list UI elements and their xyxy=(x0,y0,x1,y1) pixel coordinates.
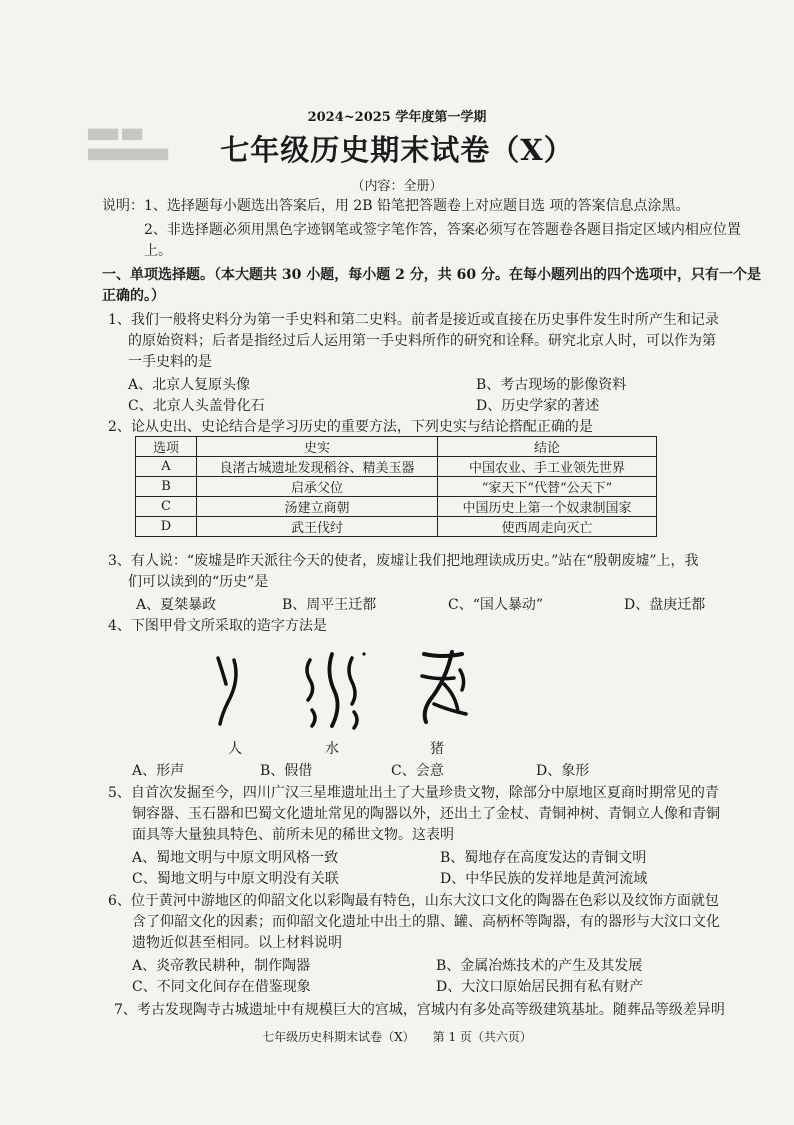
section-heading-cont: 正确的。） xyxy=(102,288,165,304)
instruction-1: 说明：1、选择题每小题选出答案后，用 2B 铅笔把答题卷上对应题目选 项的答案信息点涂黑。 xyxy=(102,198,690,214)
q1-option-c: C、北京人头盖骨化石 xyxy=(128,398,265,414)
q5-stem-1: 5、自首次发掘至今，四川广汉三星堆遗址出土了大量珍贵文物，除部分中原地区夏商时期常见的青 xyxy=(108,785,719,801)
q5-option-b: B、蜀地存在高度发达的青铜文明 xyxy=(440,850,647,866)
q6-option-a: A、炎帝教民耕种，制作陶器 xyxy=(132,958,311,974)
q5-stem-2: 铜容器、玉石器和巴蜀文化遗址常见的陶器以外，还出土了金杖、青铜神树、青铜立人像和青铜 xyxy=(132,806,720,822)
section-heading: 一、单项选择题。（本大题共 30 小题，每小题 2 分，共 60 分。在每小题列出的四个选项中，只有一个是 xyxy=(102,267,761,283)
table-cell: D xyxy=(136,517,197,537)
table-row xyxy=(136,477,657,497)
table-cell: 良渚古城遗址发现稻谷、精美玉器 xyxy=(197,457,438,477)
q4-stem: 4、下图甲骨文所采取的造字方法是 xyxy=(108,618,327,634)
q1-stem-2: 的原始资料；后者是指经过后人运用第一手史料所作的研究和诠释。研究北京人时，可以作为第 xyxy=(128,333,716,349)
table-row xyxy=(136,497,657,517)
q6-option-c: C、不同文化间存在借鉴现象 xyxy=(132,979,311,995)
q5-option-c: C、蜀地文明与中原文明没有关联 xyxy=(132,871,339,887)
q4-option-b: B、假借 xyxy=(260,763,313,779)
table-cell: 中国农业、手工业领先世界 xyxy=(438,457,657,477)
q6-stem-1: 6、位于黄河中游地区的仰韶文化以彩陶最有特色，山东大汶口文化的陶器在色彩以及纹饰方面就包 xyxy=(108,893,719,909)
q1-option-b: B、考古现场的影像资料 xyxy=(476,377,627,393)
bleed-through-mark: ▆▆▆ ▆▆ xyxy=(88,126,143,141)
table-row xyxy=(136,457,657,477)
q2-stem: 2、论从史出、史论结合是学习历史的重要方法，下列史实与结论搭配正确的是 xyxy=(108,419,593,435)
oracle-person-glyph xyxy=(200,640,270,740)
table-cell: 中国历史上第一个奴隶制国家 xyxy=(438,497,657,517)
bleed-through-mark: ▆▆▆▆▆▆▆▆ xyxy=(88,146,168,161)
table-cell: B xyxy=(136,477,197,497)
q1-stem-1: 1、我们一般将史料分为第一手史料和第二史料。前者是接近或直接在历史事件发生时所产生和记录 xyxy=(108,312,719,328)
q5-option-d: D、中华民族的发祥地是黄河流域 xyxy=(440,871,648,887)
q4-option-c: C、会意 xyxy=(391,763,444,779)
table-cell: 汤建立商朝 xyxy=(197,497,438,517)
oracle-pig-glyph xyxy=(404,640,484,740)
exam-title: 七年级历史期末试卷（X） xyxy=(220,133,574,167)
q3-stem-2: 们可以读到的“历史”是 xyxy=(128,574,269,590)
table-header: 选项 xyxy=(136,437,197,457)
page-footer: 七年级历史科期末试卷（X） 第 1 页（共六页） xyxy=(262,1030,532,1044)
table-cell: C xyxy=(136,497,197,517)
q5-stem-3: 面具等大量独具特色、前所未见的稀世文物。这表明 xyxy=(132,827,454,843)
table-header: 结论 xyxy=(438,437,657,457)
instruction-2: 2、非选择题必须用黑色字迹钢笔或签字笔作答，答案必须写在答题卷各题目指定区域内相应位置 xyxy=(144,222,741,238)
table-cell: A xyxy=(136,457,197,477)
table-cell: 使西周走向灭亡 xyxy=(438,517,657,537)
oracle-water-glyph xyxy=(296,640,376,740)
q1-option-a: A、北京人复原头像 xyxy=(128,377,251,393)
table-cell: 武王伐纣 xyxy=(197,517,438,537)
q3-option-a: A、夏桀暴政 xyxy=(136,597,217,613)
table-header: 史实 xyxy=(197,437,438,457)
table-row xyxy=(136,517,657,537)
q3-option-c: C、“国人暴动” xyxy=(448,597,544,613)
exam-scope: （内容：全册） xyxy=(351,179,443,194)
q6-option-d: D、大汶口原始居民拥有私有财产 xyxy=(436,979,644,995)
q3-option-b: B、周平王迁都 xyxy=(282,597,377,613)
q6-option-b: B、金属冶炼技术的产生及其发展 xyxy=(436,958,643,974)
q1-stem-3: 一手史料的是 xyxy=(128,354,212,370)
school-year: 2024~2025 学年度第一学期 xyxy=(307,110,487,125)
instruction-2-cont: 上。 xyxy=(144,243,172,259)
q3-option-d: D、盘庚迁都 xyxy=(624,597,706,613)
glyph-label-pig: 猪 xyxy=(430,741,444,757)
table-cell: “家天下”代替“公天下” xyxy=(438,477,657,497)
q3-stem-1: 3、有人说：“废墟是昨天派往今天的使者，废墟让我们把地理读成历史。”站在“殷朝废墟”上，我 xyxy=(108,553,699,569)
table-header-row xyxy=(136,437,657,457)
q4-option-a: A、形声 xyxy=(132,763,185,779)
glyph-label-person: 人 xyxy=(228,741,242,757)
q7-stem-1: 7、考古发现陶寺古城遗址中有规模巨大的宫城，宫城内有多处高等级建筑基址。随葬品等级差异明 xyxy=(114,1002,725,1018)
q2-table xyxy=(135,436,657,537)
q5-option-a: A、蜀地文明与中原文明风格一致 xyxy=(132,850,339,866)
q6-stem-2: 含了仰韶文化的因素；而仰韶文化遗址中出土的鼎、罐、高柄杯等陶器，有的器形与大汶口文化 xyxy=(132,914,720,930)
glyph-label-water: 水 xyxy=(325,741,339,757)
q4-option-d: D、象形 xyxy=(536,763,590,779)
table-cell: 启承父位 xyxy=(197,477,438,497)
q1-option-d: D、历史学家的著述 xyxy=(476,398,600,414)
q6-stem-3: 遗物近似甚至相同。以上材料说明 xyxy=(132,935,342,951)
